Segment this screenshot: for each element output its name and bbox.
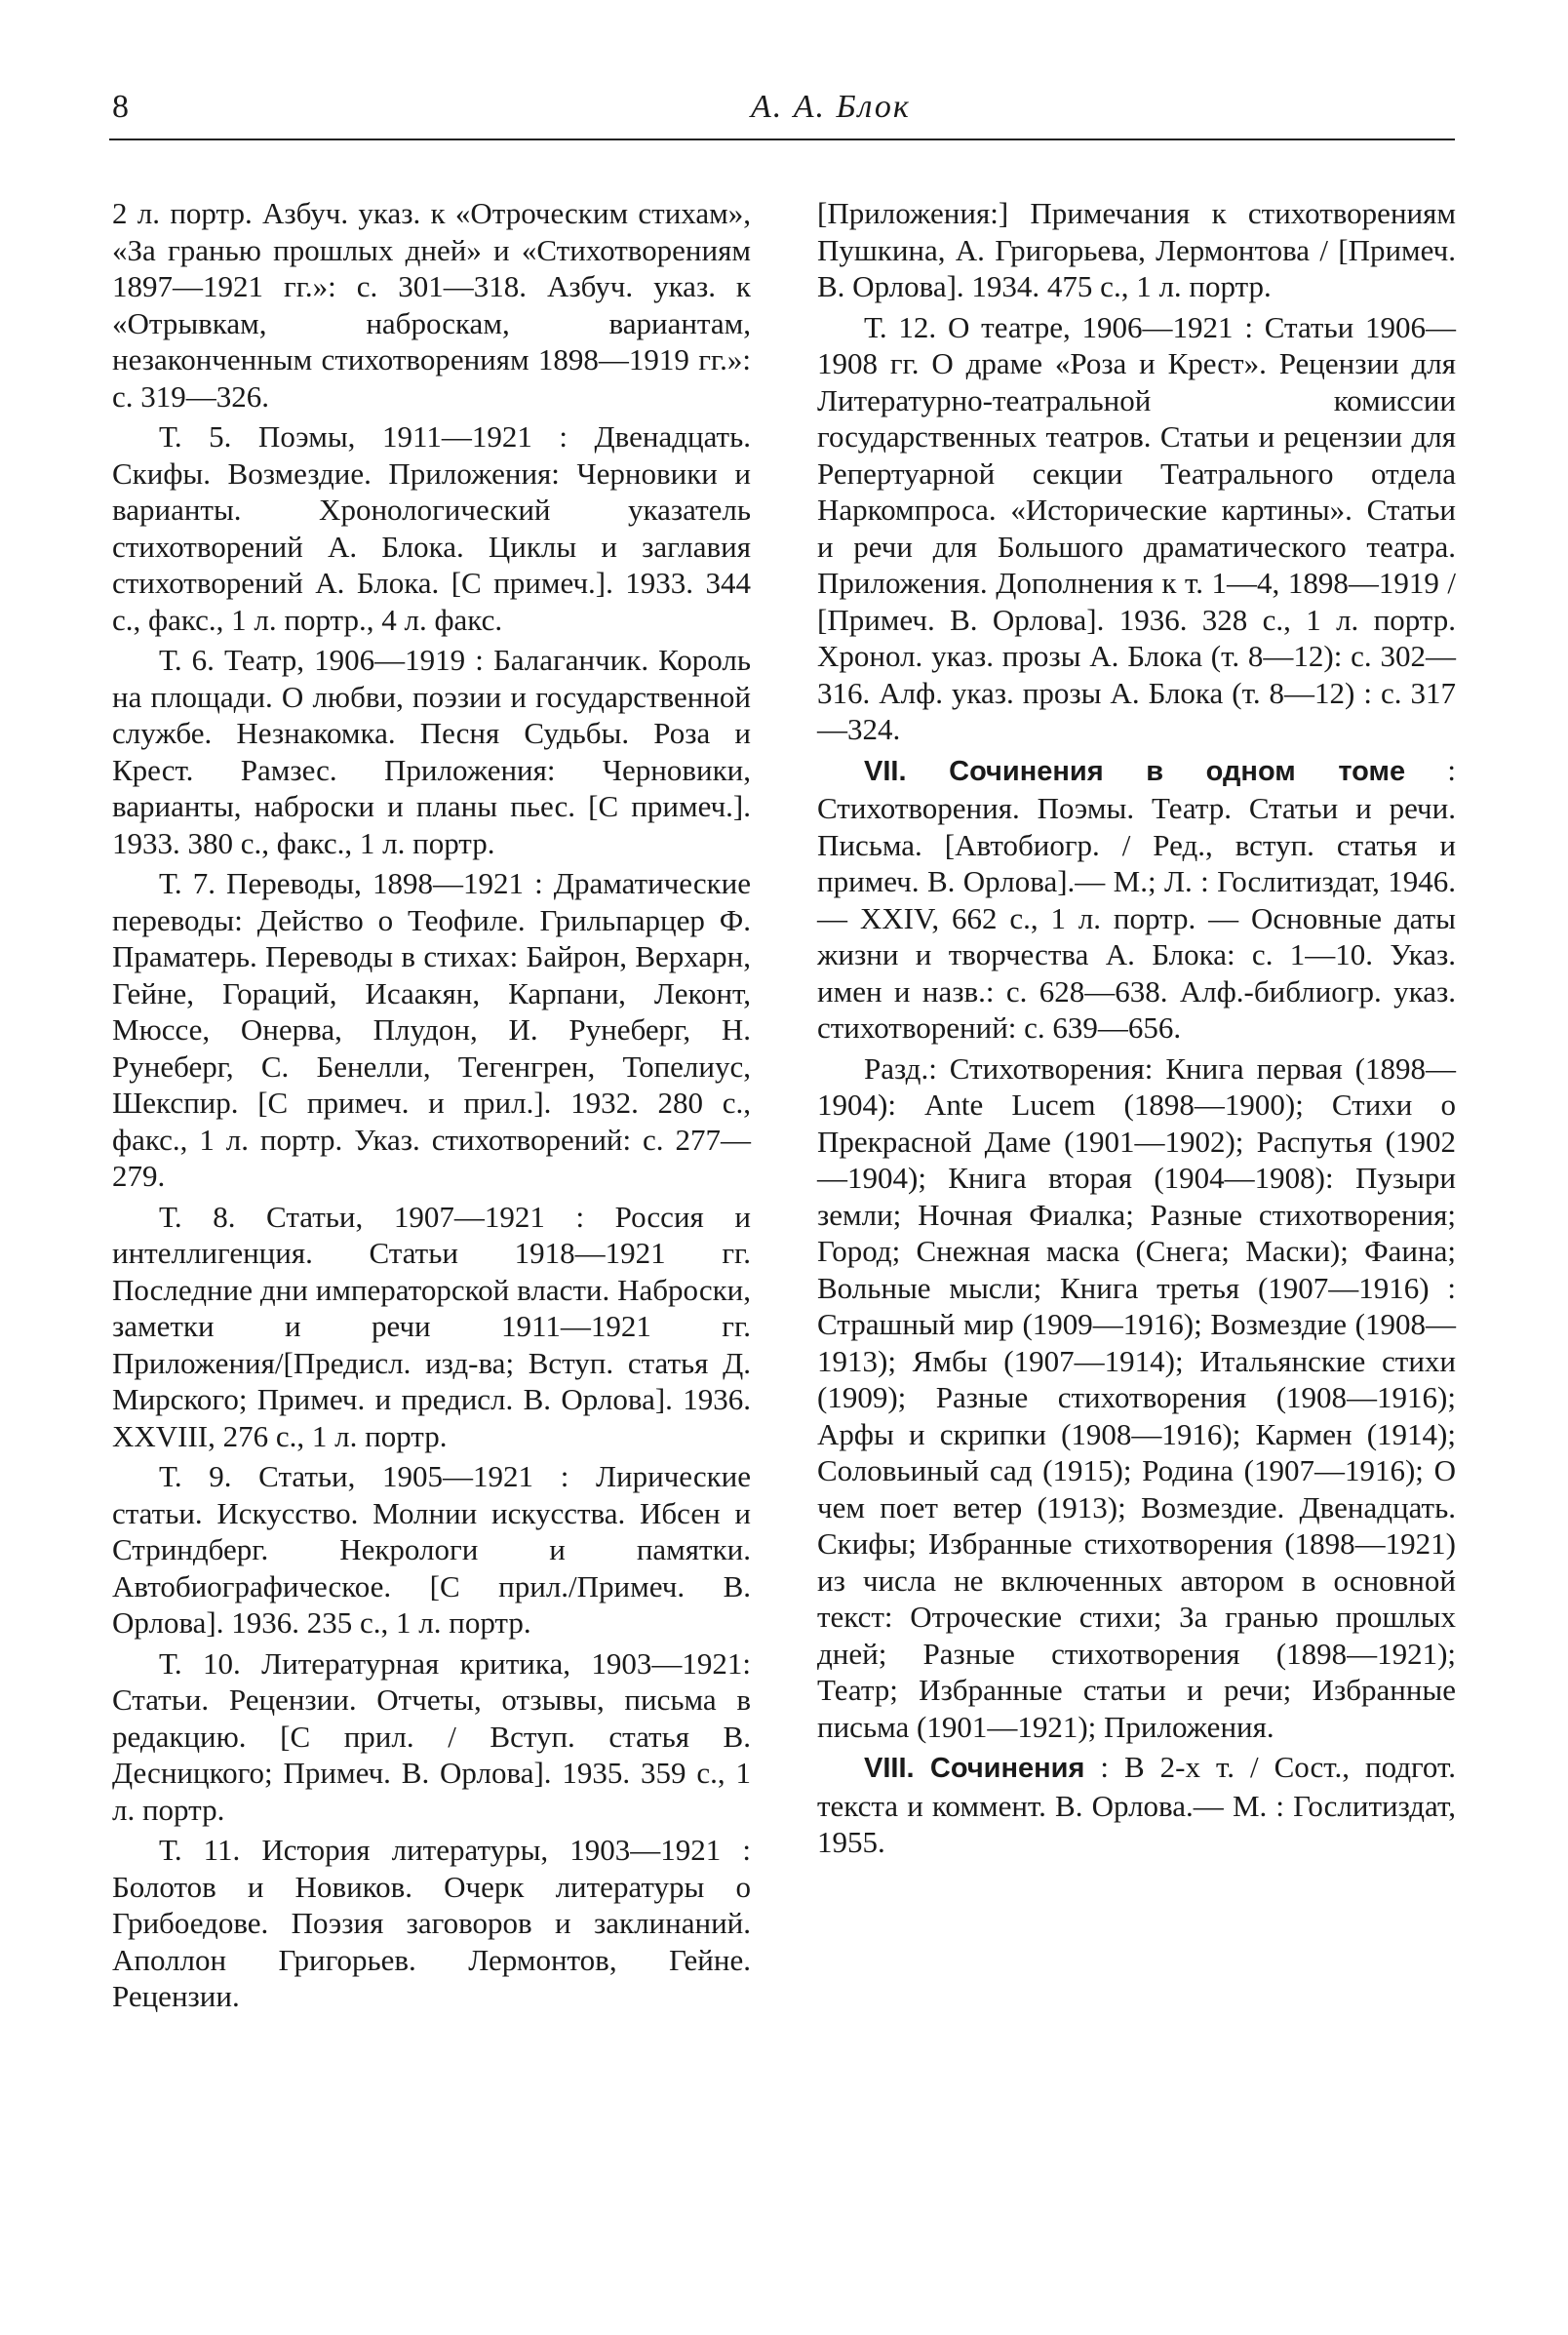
entry-volume-10: Т. 10. Литературная критика, 1903—1921: Статьи. Рецензии. Отчеты, отзывы, письма в редакцию. [С прил. / Вступ. статья В. Десницкого; Примеч. В. Орлова]. 1935. 359 с., 1 л. портр. <box>112 1645 751 1827</box>
page-number: 8 <box>112 89 129 125</box>
left-column <box>112 195 751 2019</box>
entry-volume-11: Т. 11. История литературы, 1903—1921 : Болотов и Новиков. Очерк литературы о Грибоедове. Поэзия заговоров и заклинаний. Аполлон Григорьев. Лермонтов, Гейне. Рецензии. <box>112 1833 751 2013</box>
entry-volume-5: Т. 5. Поэмы, 1911—1921 : Двенадцать. Скифы. Возмездие. Приложения: Черновики и варианты. Хронологический указатель стихотворений А. Блока. Циклы и заглавия стихотворений А. Блока. [С примеч.]. 1933. 344 с., факс., 1 л. портр., 4 л. факс. <box>112 419 751 637</box>
entry-continuation: 2 л. портр. Азбуч. указ. к «Отроческим стихам», «За гранью прошлых дней» и «Стихотворениям 1897—1921 гг.»: с. 301—318. Азбуч. указ. к «Отрывкам, наброскам, вариантам, незаконченным стихотворениям 1898—1919 гг.»: с. 319—326. <box>112 196 751 414</box>
running-head: А. А. Блок <box>751 89 911 125</box>
entry-section-viii <box>817 1749 1456 1861</box>
section-viii-title: VIII. Сочинения <box>864 1753 1085 1784</box>
section-vii-title: VII. Сочинения в одном томе <box>864 755 1406 787</box>
entry-contents: Разд.: Стихотворения: Книга первая (1898—1904): Ante Lucem (1898—1900); Стихи о Прекрасной Даме (1901—1902); Распутья (1902—1904); Книга вторая (1904—1908): Пузыри земли; Ночная Фиалка; Разные стихотворения; Город; Снежная маска (Снега; Маски); Фаина; Вольные мысли; Книга третья (1907—1916) : Страшный мир (1909—1916); Возмездие (1908—1913); Ямбы (1907—1914); Итальянские стихи (1909); Разные стихотворения (1908—1916); Арфы и скрипки (1908—1916); Кармен (1914); Соловьиный сад (1915); Родина (1907—1916); О чем поет ветер (1913); Возмездие. Двенадцать. Скифы; Избранные стихотворения (1898—1921) из числа не включенных автором в основной текст: Отроческие стихи; За гранью прошлых дней; Разные стихотворения (1898—1921); Театр; Избранные статьи и речи; Избранные письма (1901—1921); Приложения. <box>817 1050 1456 1744</box>
right-column <box>817 195 1456 1865</box>
header-rule <box>109 139 1455 140</box>
section-vii-text: : Стихотворения. Поэмы. Театр. Статьи и речи. Письма. [Автобиогр. / Ред., вступ. статья и примеч. В. Орлова].— М.; Л. : Гослитиздат, 1946. — XXIV, 662 с., 1 л. портр. — Основные даты жизни и творчества А. Блока: с. 1—10. Указ. имен и назв.: с. 628—638. Алф.-библиогр. указ. стихотворений: с. 639—656. <box>817 752 1456 1045</box>
section-viii-text: : В 2-х т. / Сост., подгот. текста и коммент. В. Орлова.— М. : Гослитиздат, 1955. <box>817 1750 1456 1859</box>
entry-volume-12: Т. 12. О театре, 1906—1921 : Статьи 1906—1908 гг. О драме «Роза и Крест». Рецензии для Литературно-театральной комиссии государственных театров. Статьи и рецензии для Репертуарной секции Театрального отдела Наркомпроса. «Исторические картины». Статьи и речи для Большого драматического театра. Приложения. Дополнения к т. 1—4, 1898—1919 / [Примеч. В. Орлова]. 1936. 328 с., 1 л. портр. Хронол. указ. прозы А. Блока (т. 8—12): с. 302—316. Алф. указ. прозы А. Блока (т. 8—12) : с. 317—324. <box>817 309 1456 746</box>
entry-volume-6: Т. 6. Театр, 1906—1919 : Балаганчик. Король на площади. О любви, поэзии и государственной службе. Незнакомка. Песня Судьбы. Роза и Крест. Рамзес. Приложения: Черновики, варианты, наброски и планы пьес. [С примеч.]. 1933. 380 с., факс., 1 л. портр. <box>112 643 751 860</box>
entry-section-vii <box>817 752 1456 1047</box>
entry-volume-8: Т. 8. Статьи, 1907—1921 : Россия и интеллигенция. Статьи 1918—1921 гг. Последние дни императорской власти. Наброски, заметки и речи 1911—1921 гг. Приложения/[Предисл. изд-ва; Вступ. статья Д. Мирского; Примеч. и предисл. В. Орлова]. 1936. XXVIII, 276 с., 1 л. портр. <box>112 1199 751 1453</box>
entry-volume-7: Т. 7. Переводы, 1898—1921 : Драматические переводы: Действо о Теофиле. Грильпарцер Ф. Праматерь. Переводы в стихах: Байрон, Верхарн, Гейне, Гораций, Исаакян, Карпани, Леконт, Мюссе, Онерва, Плудон, И. Рунеберг, Н. Рунеберг, С. Бенелли, Тегенгрен, Топелиус, Шекспир. [С примеч. и прил.]. 1932. 280 с., факс., 1 л. портр. Указ. стихотворений: с. 277—279. <box>112 866 751 1193</box>
entry-volume-11-continuation: [Приложения:] Примечания к стихотворениям Пушкина, А. Григорьева, Лермонтова / [Примеч. В. Орлова]. 1934. 475 с., 1 л. портр. <box>817 196 1456 303</box>
entry-volume-9: Т. 9. Статьи, 1905—1921 : Лирические статьи. Искусство. Молнии искусства. Ибсен и Стриндберг. Некрологи и памятки. Автобиографическое. [С прил./Примеч. В. Орлова]. 1936. 235 с., 1 л. портр. <box>112 1459 751 1640</box>
